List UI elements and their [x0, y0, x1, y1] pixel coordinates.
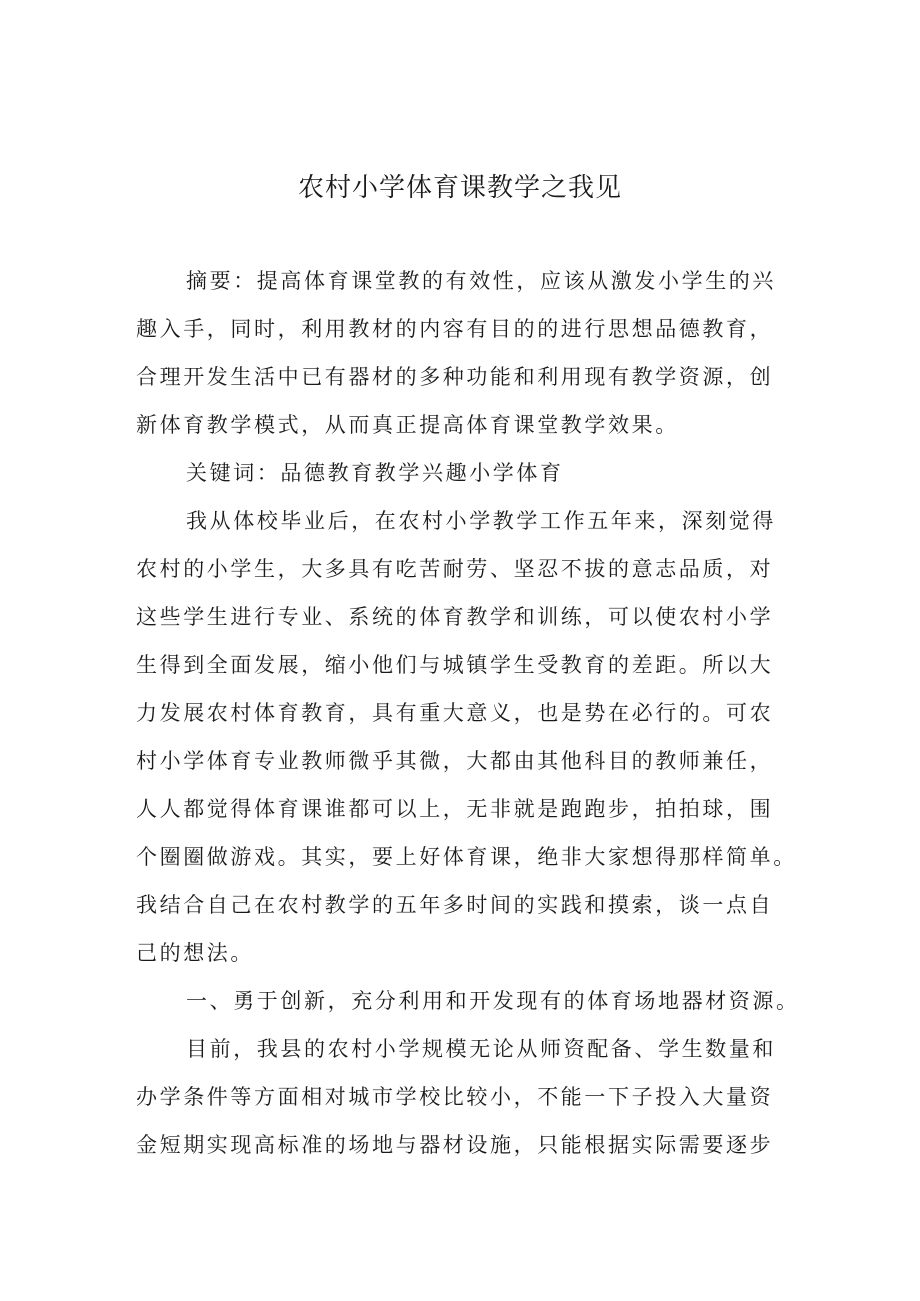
section-heading: 一、勇于创新，充分利用和开发现有的体育场地器材资源。	[186, 989, 800, 1013]
body-line: 人人都觉得体育课谁都可以上，无非就是跑跑步，拍拍球，围	[136, 797, 774, 821]
body-line: 我结合自己在农村教学的五年多时间的实践和摸索，谈一点自	[136, 893, 774, 917]
body-line: 己的想法。	[136, 941, 254, 965]
abstract-line: 新体育教学模式，从而真正提高体育课堂教学效果。	[136, 413, 679, 437]
body-line: 生得到全面发展，缩小他们与城镇学生受教育的差距。所以大	[136, 653, 774, 677]
abstract-line: 合理开发生活中已有器材的多种功能和利用现有教学资源，创	[136, 365, 774, 389]
body-line: 这些学生进行专业、系统的体育教学和训练，可以使农村小学	[136, 605, 774, 629]
body-line: 办学条件等方面相对城市学校比较小，不能一下子投入大量资	[136, 1085, 774, 1109]
body-line: 力发展农村体育教育，具有重大意义，也是势在必行的。可农	[136, 701, 774, 725]
body-line: 个圈圈做游戏。其实，要上好体育课，绝非大家想得那样简单。	[136, 845, 797, 869]
keywords-line: 关键词：品德教育教学兴趣小学体育	[186, 461, 564, 485]
page-title: 农村小学体育课教学之我见	[297, 173, 622, 203]
body-line: 目前，我县的农村小学规模无论从师资配备、学生数量和	[186, 1037, 776, 1061]
body-line: 农村的小学生，大多具有吃苦耐劳、坚忍不拔的意志品质，对	[136, 557, 774, 581]
abstract-line: 摘要：提高体育课堂教的有效性，应该从激发小学生的兴	[186, 269, 776, 293]
body-line: 村小学体育专业教师微乎其微，大都由其他科目的教师兼任，	[136, 749, 774, 773]
body-line: 我从体校毕业后，在农村小学教学工作五年来，深刻觉得	[186, 509, 776, 533]
abstract-line: 趣入手，同时，利用教材的内容有目的的进行思想品德教育，	[136, 317, 774, 341]
body-line: 金短期实现高标准的场地与器材设施，只能根据实际需要逐步	[136, 1133, 774, 1157]
